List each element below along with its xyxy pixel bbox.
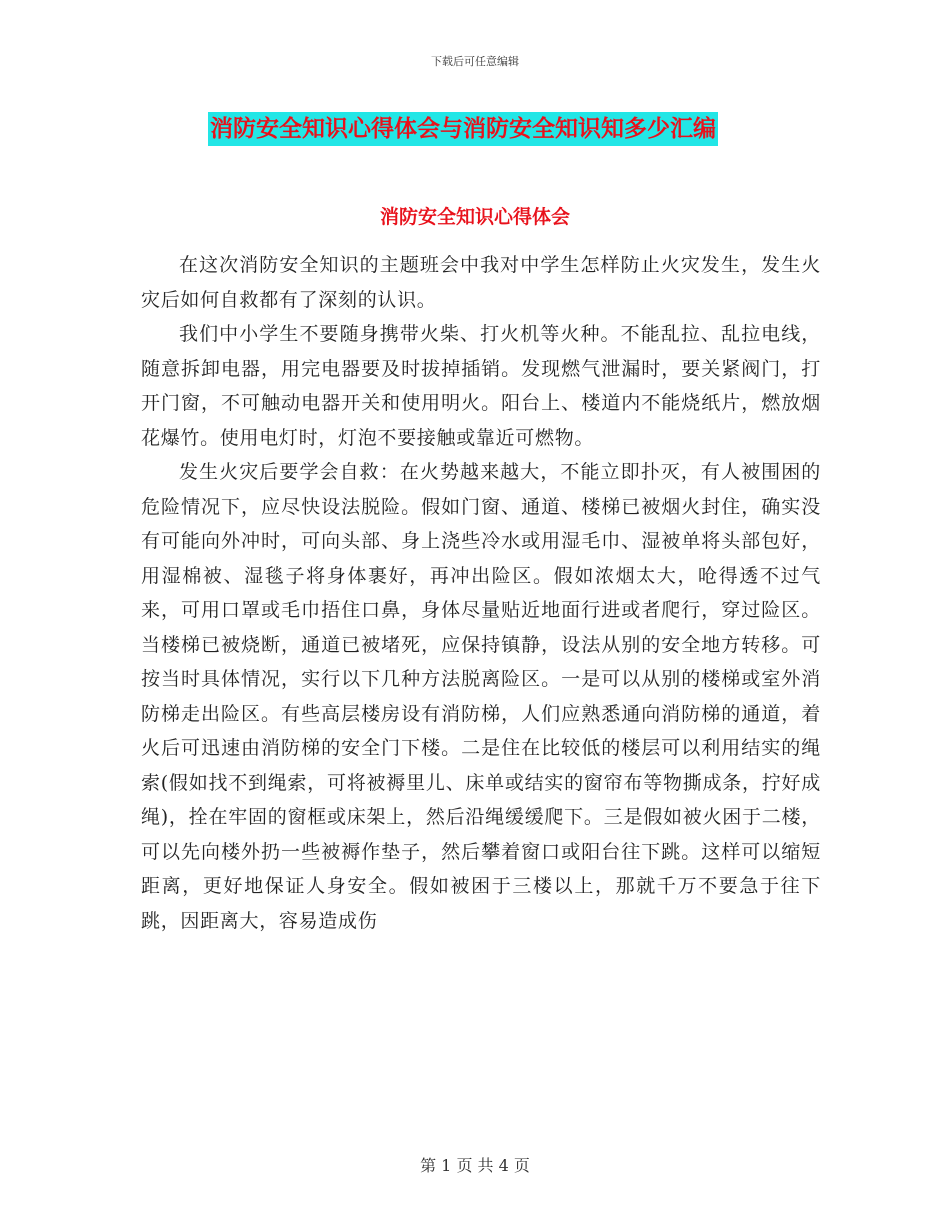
paragraph: 发生火灾后要学会自救：在火势越来越大，不能立即扑灭，有人被围困的危险情况下，应尽快设法脱险。假如门窗、通道、楼梯已被烟火封住，确实没有可能向外冲时，可向头部、身上浇些冷水或用湿毛巾、湿被单将头部包好，用湿棉被、湿毯子将身体裹好，再冲出险区。假如浓烟太大，呛得透不过气来，可用口罩或毛巾捂住口鼻，身体尽量贴近地面行进或者爬行，穿过险区。当楼梯已被烧断，通道已被堵死，应保持镇静，设法从别的安全地方转移。可按当时具体情况，实行以下几种方法脱离险区。一是可以从别的楼梯或室外消防梯走出险区。有些高层楼房设有消防梯，人们应熟悉通向消防梯的通道，着火后可迅速由消防梯的安全门下楼。二是住在比较低的楼层可以利用结实的绳索(假如找不到绳索，可将被褥里儿、床单或结实的窗帘布等物撕成条，拧好成绳)，拴在牢固的窗框或床架上，然后沿绳缓缓爬下。三是假如被火困于二楼，可以先向楼外扔一些被褥作垫子，然后攀着窗口或阳台往下跳。这样可以缩短距离，更好地保证人身安全。假如被困于三楼以上，那就千万不要急于往下跳，因距离大，容易造成伤 xyxy=(141,461,821,932)
document-title: 消防安全知识心得体会与消防安全知识知多少汇编 xyxy=(208,112,718,146)
section-title: 消防安全知识心得体会 xyxy=(379,206,570,228)
page-number: 第 1 页 共 4 页 xyxy=(420,1156,530,1175)
download-note: 下载后可任意编辑 xyxy=(431,55,519,68)
document-body xyxy=(141,248,821,938)
paragraph: 我们中小学生不要随身携带火柴、打火机等火种。不能乱拉、乱拉电线，随意拆卸电器，用完电器要及时拔掉插销。发现燃气泄漏时，要关紧阀门，打开门窗，不可触动电器开关和使用明火。阳台上、楼道内不能烧纸片，燃放烟花爆竹。使用电灯时，灯泡不要接触或靠近可燃物。 xyxy=(141,323,821,449)
paragraph: 在这次消防安全知识的主题班会中我对中学生怎样防止火灾发生，发生火灾后如何自救都有了深刻的认识。 xyxy=(141,254,821,311)
